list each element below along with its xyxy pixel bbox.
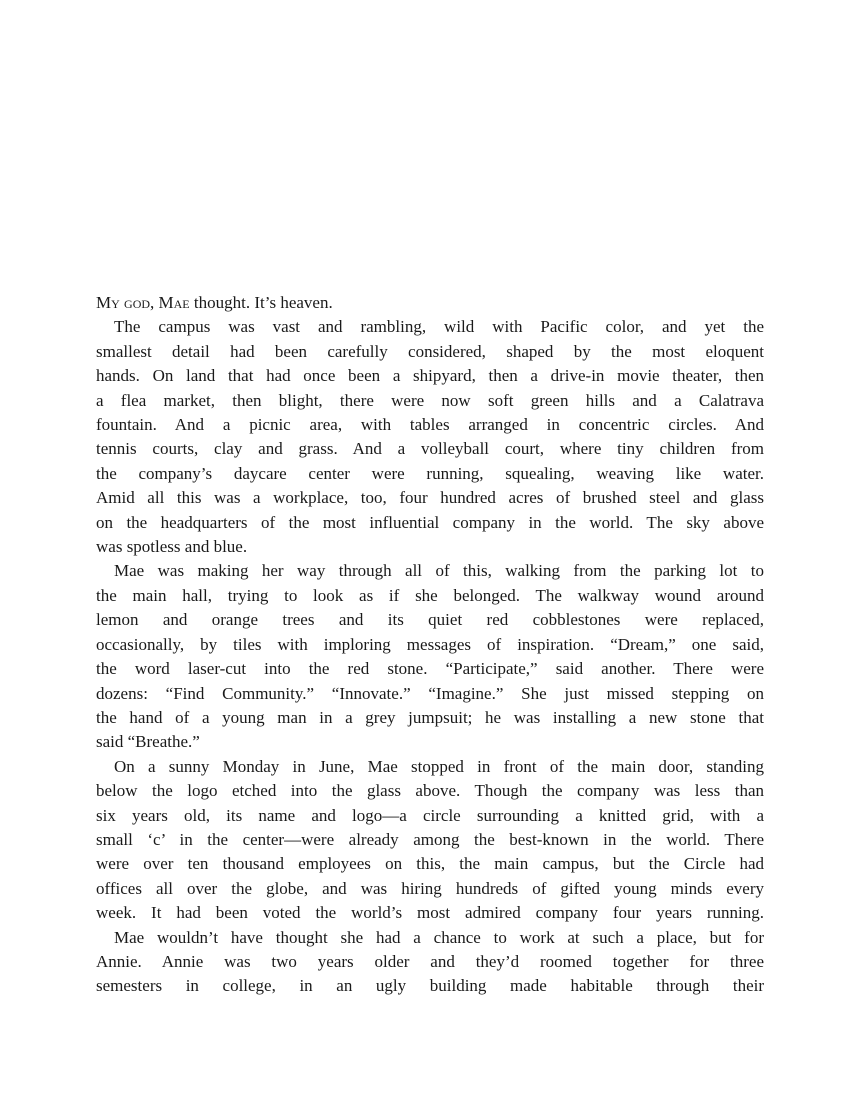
- text-line: Mae wouldn’t have thought she had a chance to work at such a place, but for: [114, 927, 764, 947]
- text-line: offices all over the globe, and was hiring hundreds of gifted young minds every: [96, 878, 764, 898]
- text-line: tennis courts, clay and grass. And a volleyball court, where tiny children from: [96, 439, 764, 459]
- text-line: the company’s daycare center were running, squealing, weaving like water.: [96, 463, 764, 483]
- paragraph-annie: [96, 926, 764, 999]
- text-line: six years old, its name and logo—a circle surrounding a knitted grid, with a: [96, 805, 764, 825]
- paragraph-campus: [96, 315, 764, 559]
- paragraph-walkway: [96, 559, 764, 754]
- text-line: [96, 291, 764, 315]
- text-line: were over ten thousand employees on this, the main campus, but the Circle had: [96, 854, 764, 874]
- text-line: fountain. And a picnic area, with tables arranged in concentric circles. And: [96, 415, 764, 435]
- text-line: The campus was vast and rambling, wild with Pacific color, and yet the: [114, 317, 764, 337]
- text-line: a flea market, then blight, there were now soft green hills and a Calatrava: [96, 390, 764, 410]
- text-line: hands. On land that had once been a shipyard, then a drive-in movie theater, then: [96, 366, 764, 386]
- paragraph-logo: [96, 755, 764, 926]
- text-line: week. It had been voted the world’s most admired company four years running.: [96, 903, 764, 923]
- text-line: On a sunny Monday in June, Mae stopped in front of the main door, standing: [114, 756, 764, 776]
- text-line: was spotless and blue.: [96, 537, 248, 557]
- text-line: Annie. Annie was two years older and they’d roomed together for three: [96, 951, 764, 971]
- text-line: small ‘c’ in the center—were already among the best-known in the world. There: [96, 829, 764, 849]
- text-line: smallest detail had been carefully considered, shaped by the most eloquent: [96, 341, 764, 361]
- text-line: the word laser-cut into the red stone. “Participate,” said another. There were: [96, 659, 764, 679]
- text-line: the hand of a young man in a grey jumpsuit; he was installing a new stone that: [96, 707, 764, 727]
- opening-rest: thought. It’s heaven.: [189, 293, 333, 312]
- text-line: below the logo etched into the glass above. Though the company was less than: [96, 781, 764, 801]
- text-line: lemon and orange trees and its quiet red cobblestones were replaced,: [96, 610, 764, 630]
- small-caps-lead: My god, Mae: [96, 293, 190, 312]
- text-block: [96, 291, 764, 999]
- text-line: dozens: “Find Community.” “Innovate.” “Imagine.” She just missed stepping on: [96, 683, 764, 703]
- text-line: said “Breathe.”: [96, 732, 200, 752]
- text-line: occasionally, by tiles with imploring messages of inspiration. “Dream,” one said,: [96, 634, 764, 654]
- text-line: the main hall, trying to look as if she belonged. The walkway wound around: [96, 585, 764, 605]
- text-line: on the headquarters of the most influential company in the world. The sky above: [96, 512, 764, 532]
- paragraph-opening: [96, 291, 764, 315]
- text-line: Mae was making her way through all of this, walking from the parking lot to: [114, 561, 764, 581]
- text-line: semesters in college, in an ugly building made habitable through their: [96, 976, 764, 996]
- text-line: Amid all this was a workplace, too, four hundred acres of brushed steel and glass: [96, 488, 764, 508]
